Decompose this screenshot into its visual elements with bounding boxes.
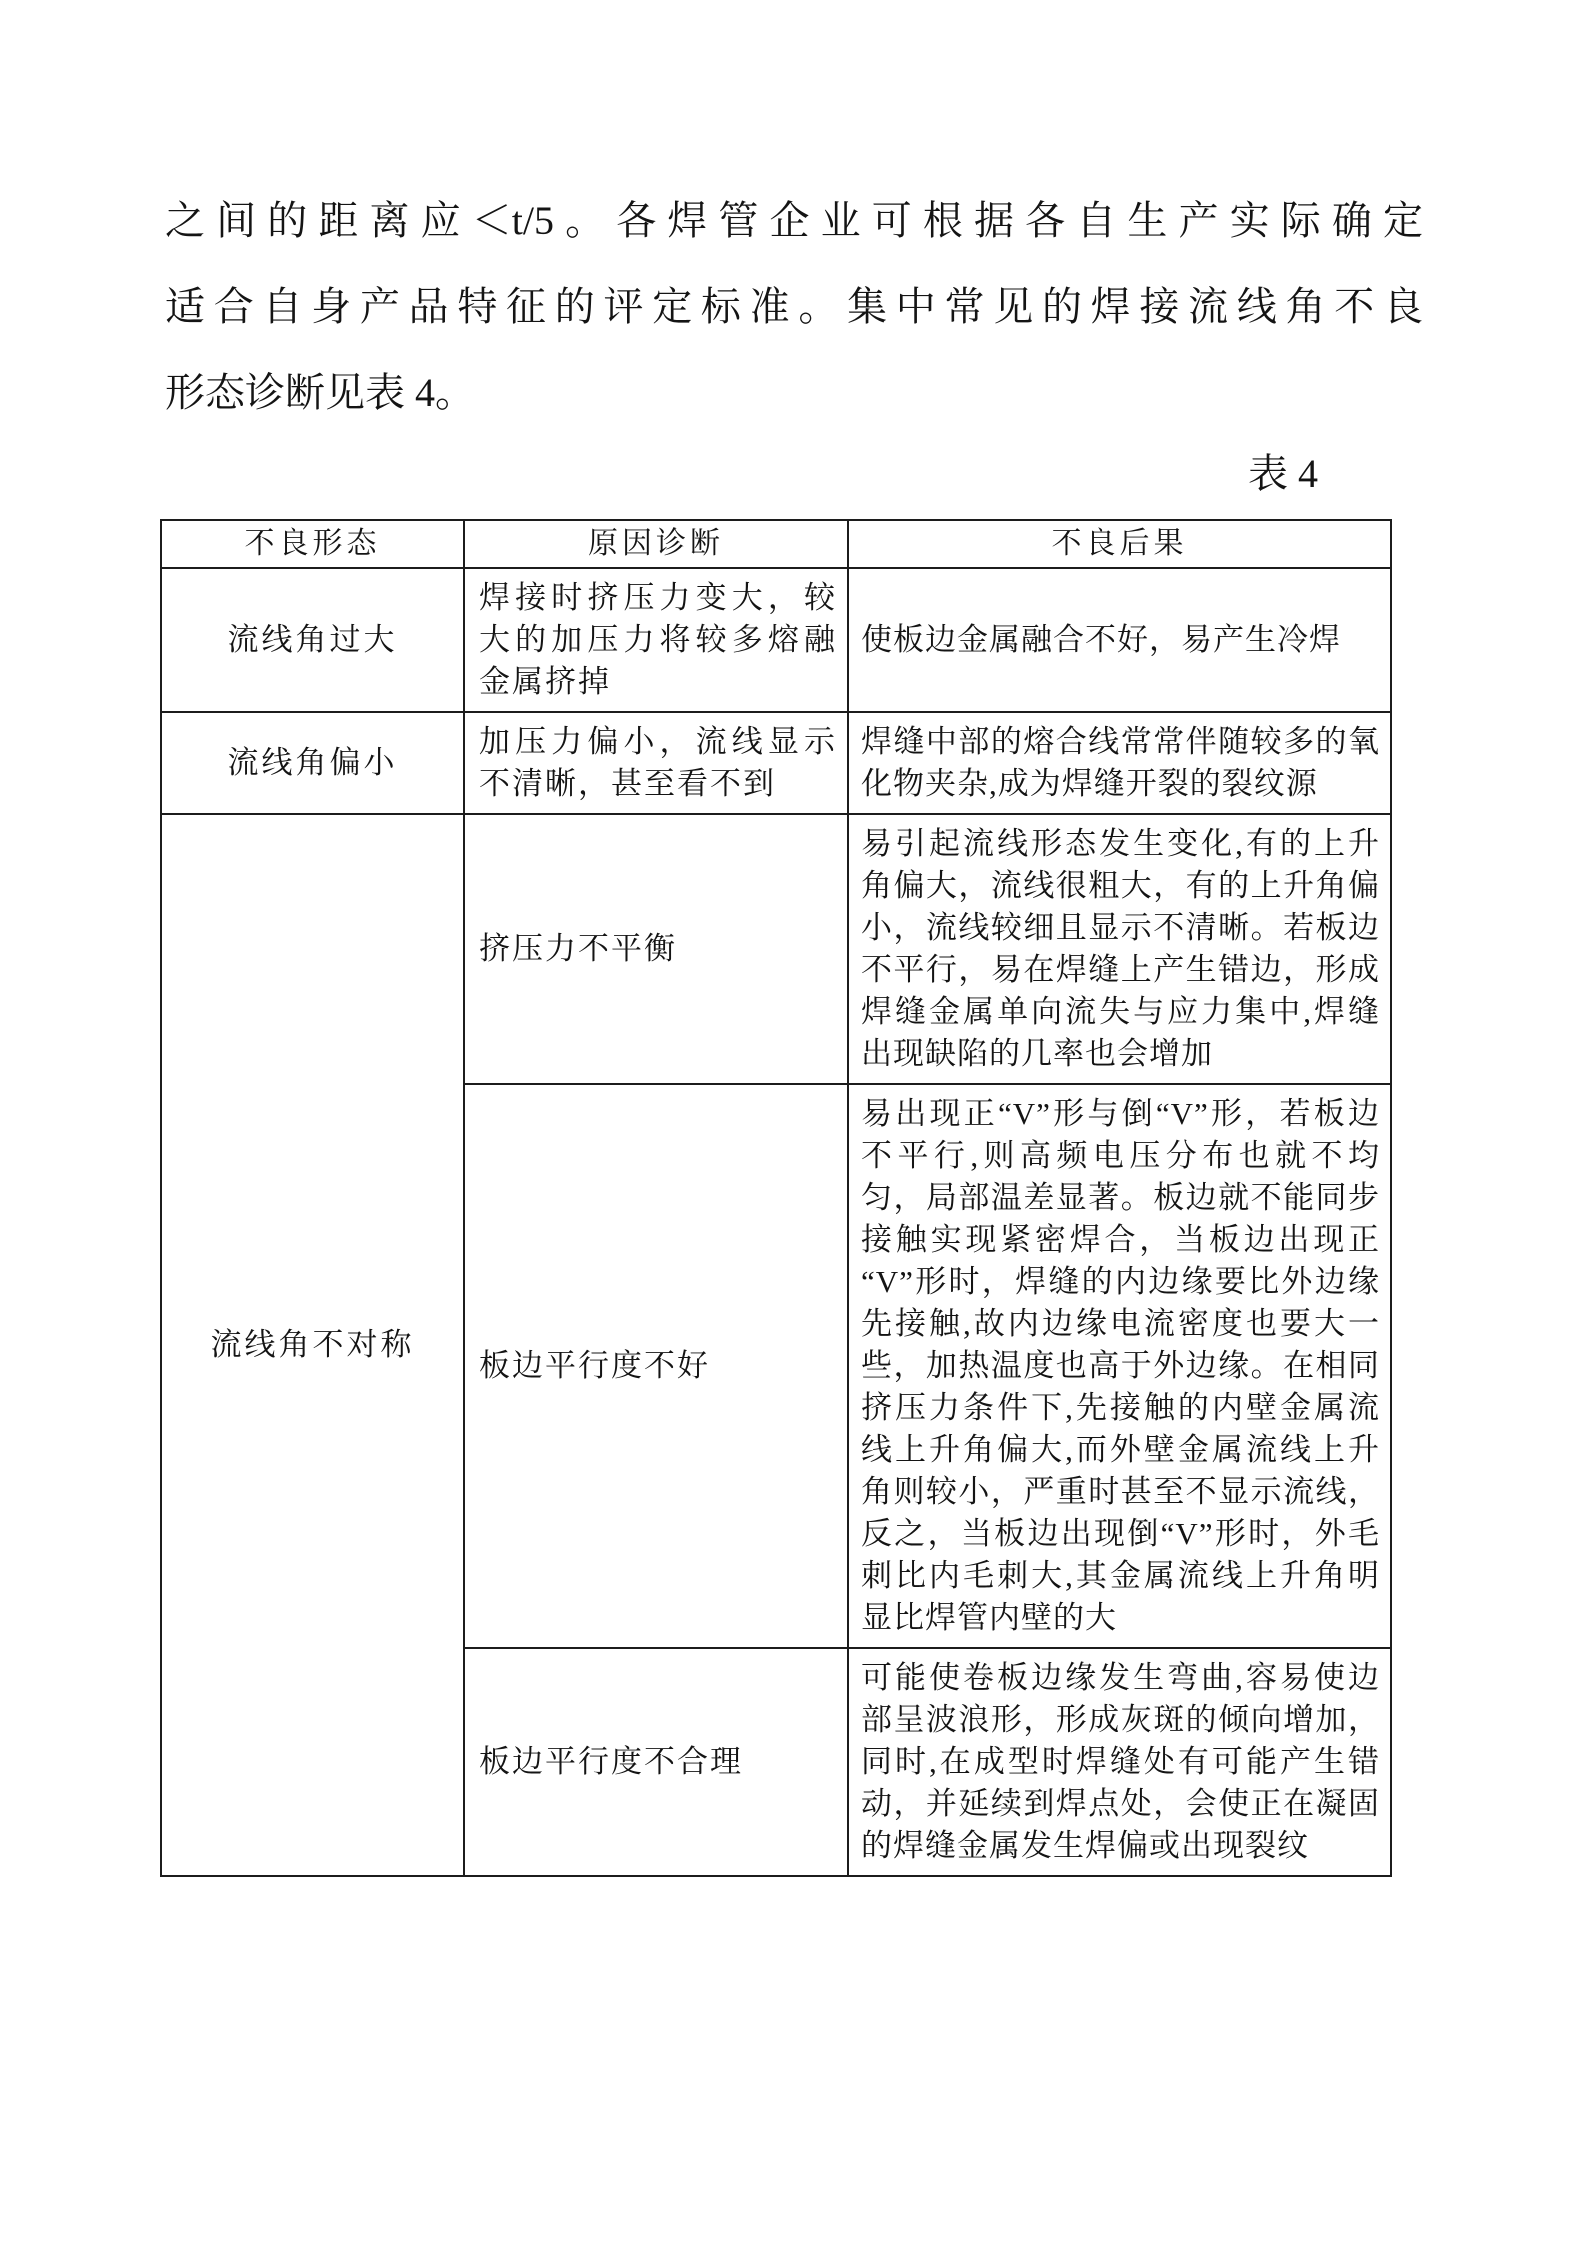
consequence-cell: 使板边金属融合不好，易产生冷焊 <box>848 568 1391 712</box>
table-row <box>161 712 1391 814</box>
cause-cell: 板边平行度不合理 <box>464 1648 848 1876</box>
defect-form-cell-merged: 流线角不对称 <box>161 814 464 1876</box>
cause-cell: 挤压力不平衡 <box>464 814 848 1084</box>
table-row <box>161 568 1391 712</box>
table-header-row <box>161 520 1391 568</box>
consequence-cell: 焊缝中部的熔合线常常伴随较多的氧化物夹杂,成为焊缝开裂的裂纹源 <box>848 712 1391 814</box>
defect-form-cell: 流线角过大 <box>161 568 464 712</box>
header-bad-consequence: 不良后果 <box>848 520 1391 568</box>
cause-cell: 板边平行度不好 <box>464 1084 848 1648</box>
defect-form-cell: 流线角偏小 <box>161 712 464 814</box>
intro-paragraph <box>165 178 1423 436</box>
consequence-cell: 易出现正“V”形与倒“V”形，若板边不平行,则高频电压分布也就不均匀，局部温差显著。板边就不能同步接触实现紧密焊合，当板边出现正“V”形时，焊缝的内边缘要比外边缘先接触,故内边缘电流密度也要大一些，加热温度也高于外边缘。在相同挤压力条件下,先接触的内壁金属流线上升角偏大,而外壁金属流线上升角则较小，严重时甚至不显示流线，反之，当板边出现倒“V”形时，外毛刺比内毛刺大,其金属流线上升角明显比焊管内壁的大 <box>848 1084 1391 1648</box>
table-row <box>161 814 1391 1084</box>
consequence-cell: 可能使卷板边缘发生弯曲,容易使边部呈波浪形，形成灰斑的倾向增加，同时,在成型时焊缝处有可能产生错动，并延续到焊点处，会使正在凝固的焊缝金属发生焊偏或出现裂纹 <box>848 1648 1391 1876</box>
intro-line-3: 形态诊断见表 4。 <box>165 370 475 415</box>
cause-cell: 焊接时挤压力变大，较大的加压力将较多熔融金属挤掉 <box>464 568 848 712</box>
header-defect-form: 不良形态 <box>161 520 464 568</box>
intro-line-1: 之间的距离应＜t/5。各焊管企业可根据各自生产实际确定 <box>165 198 1423 243</box>
intro-line-2: 适合自身产品特征的评定标准。集中常见的焊接流线角不良 <box>165 284 1423 329</box>
header-cause-diagnosis: 原因诊断 <box>464 520 848 568</box>
defect-diagnosis-table <box>160 519 1392 1877</box>
cause-cell: 加压力偏小，流线显示不清晰，甚至看不到 <box>464 712 848 814</box>
table-caption: 表 4 <box>1248 451 1318 496</box>
consequence-cell: 易引起流线形态发生变化,有的上升角偏大，流线很粗大，有的上升角偏小，流线较细且显示不清晰。若板边不平行，易在焊缝上产生错边，形成焊缝金属单向流失与应力集中,焊缝出现缺陷的几率也会增加 <box>848 814 1391 1084</box>
